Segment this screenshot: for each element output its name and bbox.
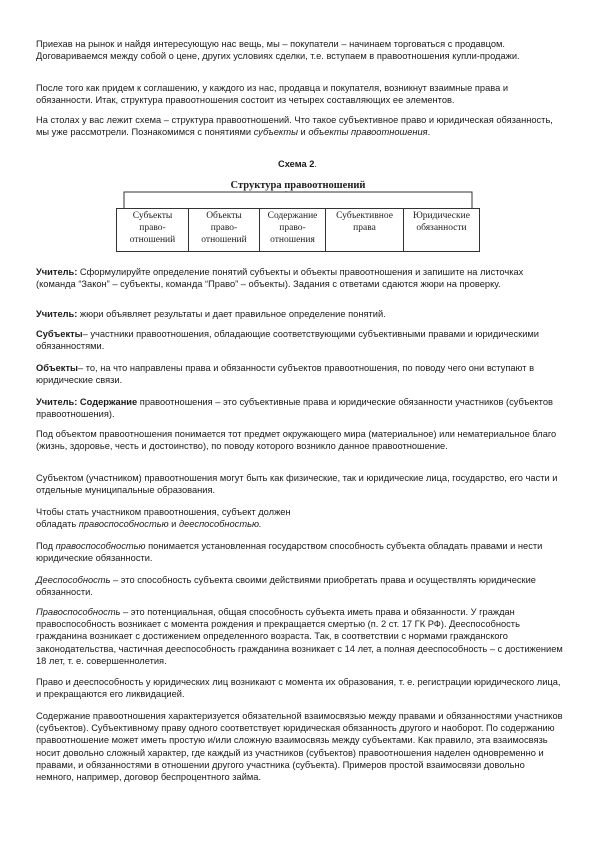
diagram-cell-subjects: Субъекты право- отношений xyxy=(129,211,176,245)
capacity-details-paragraph: Правоспособность – это потенциальная, общая способность субъекта иметь права и обязанности. У граждан правоспособность возникает с момента рождения и прекращается смертью (п. 2 ст. 17 ГК РФ). Дееспособность гражданина возникает с достижением определенного возраста. Так, в соответствии с нормами гражданского законодательства, частичная дееспособность гражданина возникает с 14 лет, а полная дееспособность – с достижением 18 лет, т. е. совершеннолетия. xyxy=(36,607,563,666)
teacher-paragraph-2: Учитель: жюри объявляет результаты и дает правильное определение понятий. xyxy=(36,309,386,319)
teacher-paragraph-1: Учитель: Сформулируйте определение понятий субъекты и объекты правоотношения и запишите на листочках (команда “Закон” – субъекты, команда “Право” – объекты). Задания с ответами сдаются жюри на проверку. xyxy=(36,267,524,290)
diagram-cell-content: Содержание право- отношения xyxy=(267,211,318,245)
intro-paragraph-3: На столах у вас лежит схема – структура правоотношений. Что такое субъективное право и юридическая обязанность, мы уже рассмотрели. Познакомимся с понятиями субъекты и объекты правоотношения. xyxy=(36,115,553,138)
active-capacity-paragraph: Деeспособность – это способность субъекта своими действиями приобретать права и осуществлять юридические обязанности. xyxy=(36,575,536,598)
subject-paragraph: Субъектом (участником) правоотношения могут быть как физические, так и юридические лица, государство, его части и отдельные муниципальные образования. xyxy=(36,473,558,496)
structure-diagram xyxy=(116,178,480,252)
legal-entity-paragraph: Право и дееспособность у юридических лиц возникают с момента их образования, т. е. регистрации юридического лица, и прекращаются его ликвидацией. xyxy=(36,677,561,700)
diagram-cell-duties: Юридические обязанности xyxy=(413,211,470,233)
scheme-caption: Схема 2. xyxy=(278,159,317,169)
diagram-cell-objects: Объекты право- отношений xyxy=(201,211,247,245)
capacity-intro-paragraph: Чтобы стать участником правоотношения, субъект должен обладать правоспособностью и деeспособностью. xyxy=(36,507,291,530)
intro-paragraph-2: После того как придем к соглашению, у каждого из нас, продавца и покупателя, возникнут взаимные права и обязанности. Итак, структура правоотношения состоит из четырех составляющих ее элементов. xyxy=(36,83,509,106)
content-paragraph: Содержание правоотношения характеризуется обязательной взаимосвязью между правами и обязанностями участников (субъектов). Субъективному праву одного соответствует юридическая обязанность другого и наоборот. По содержанию правоотношение может иметь простую и/или сложную взаимосвязь между субъектами. Как правило, эта взаимосвязь носит довольно сложный характер, где каждый из участников (субъектов) правоотношения наделен одновременно и правами, и обязанностями в отношении другого участника (субъекта). Примеров простой взаимосвязи довольно немного, например, договор беспроцентного займа. xyxy=(36,711,563,783)
objects-definition: Объекты– то, на что направлены права и обязанности субъектов правоотношения, по поводу чего они вступают в юридические связи. xyxy=(36,363,535,386)
teacher-paragraph-3: Учитель: Содержание правоотношения – это субъективные права и юридические обязанности участников (субъектов правоотношения). xyxy=(36,397,553,420)
object-paragraph: Под объектом правоотношения понимается тот предмет окружающего мира (материальное) или нематериальное благо (жизнь, здоровье, честь и достоинство), по поводу которого возникло данное правоотношение. xyxy=(36,429,557,452)
diagram-title: Структура правоотношений xyxy=(230,180,366,191)
diagram-cell-rights: Субъективное права xyxy=(336,211,393,233)
subjects-definition: Субъекты– участники правоотношения, обладающие соответствующими субъективными правами и юридическими обязанностями. xyxy=(36,329,540,352)
intro-paragraph-1: Приехав на рынок и найдя интересующую нас вещь, мы – покупатели – начинаем торговаться с продавцом. Договариваемся между собой о цене, других условиях сделки, т.е. вступаем в правоотношения купли-продажи. xyxy=(36,39,520,62)
legal-capacity-paragraph: Под правоспособностью понимается установленная государством способность субъекта обладать правами и нести юридические обязанности. xyxy=(36,541,543,564)
